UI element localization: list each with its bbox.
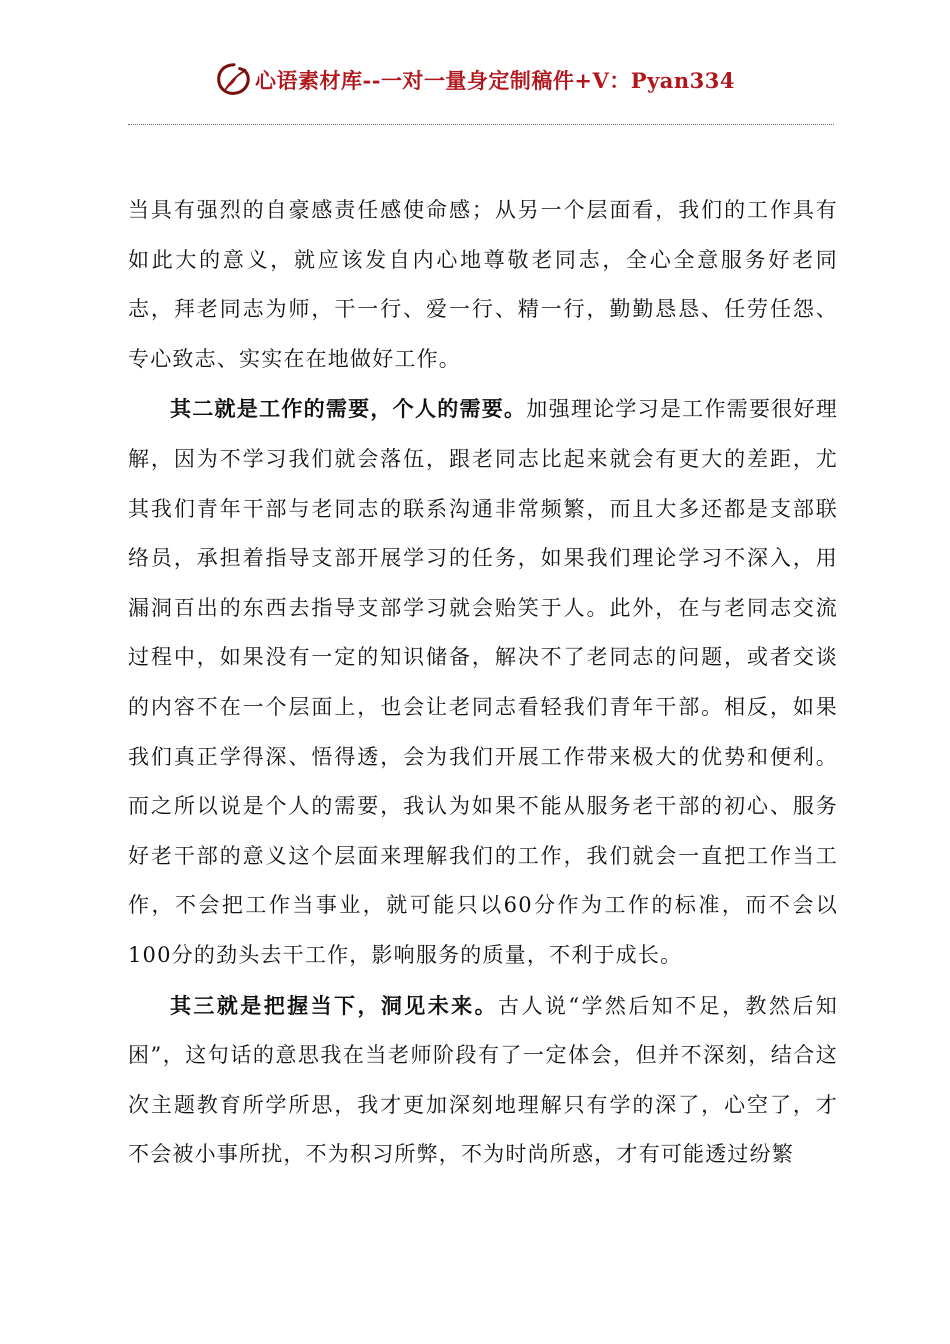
paragraph-1 bbox=[128, 186, 838, 384]
header-divider bbox=[128, 124, 834, 125]
document-body bbox=[128, 186, 838, 1180]
paragraph-2-lead: 其二就是工作的需要，个人的需要。 bbox=[170, 396, 527, 422]
quill-logo-icon bbox=[215, 61, 253, 99]
page-header bbox=[0, 58, 950, 102]
paragraph-2 bbox=[128, 384, 838, 980]
paragraph-3-lead: 其三就是把握当下，洞见未来。 bbox=[170, 992, 499, 1018]
paragraph-2-text: 加强理论学习是工作需要很好理解，因为不学习我们就会落伍，跟老同志比起来就会有更大的差距，尤其我们青年干部与老同志的联系沟通非常频繁，而且大多还都是支部联络员，承担着指导支部开展学习的任务，如果我们理论学习不深入，用漏洞百出的东西去指导支部学习就会贻笑于人。此外，在与老同志交流过程中，如果没有一定的知识储备，解决不了老同志的问题，或者交谈的内容不在一个层面上，也会让老同志看轻我们青年干部。相反，如果我们真正学得深、悟得透，会为我们开展工作带来极大的优势和便利。而之所以说是个人的需要，我认为如果不能从服务老干部的初心、服务好老干部的意义这个层面来理解我们的工作，我们就会一直把工作当工作，不会把工作当事业，就可能只以60分作为工作的标准，而不会以100分的劲头去干工作，影响服务的质量，不利于成长。 bbox=[128, 397, 838, 967]
paragraph-3 bbox=[128, 981, 838, 1180]
paragraph-1-text: 当具有强烈的自豪感责任感使命感；从另一个层面看，我们的工作具有如此大的意义，就应该发自内心地尊敬老同志，全心全意服务好老同志，拜老同志为师，干一行、爱一行、精一行，勤勤恳恳、任劳任怨、专心致志、实实在在地做好工作。 bbox=[128, 198, 838, 371]
header-title: 心语素材库--一对一量身定制稿件+V：Pyan334 bbox=[254, 68, 736, 93]
paragraph-3-text: 古人说“学然后知不足，教然后知困”，这句话的意思我在当老师阶段有了一定体会，但并不深刻，结合这次主题教育所学所思，我才更加深刻地理解只有学的深了，心空了，才不会被小事所扰，不为积习所弊，不为时尚所惑，才有可能透过纷繁 bbox=[128, 993, 838, 1167]
